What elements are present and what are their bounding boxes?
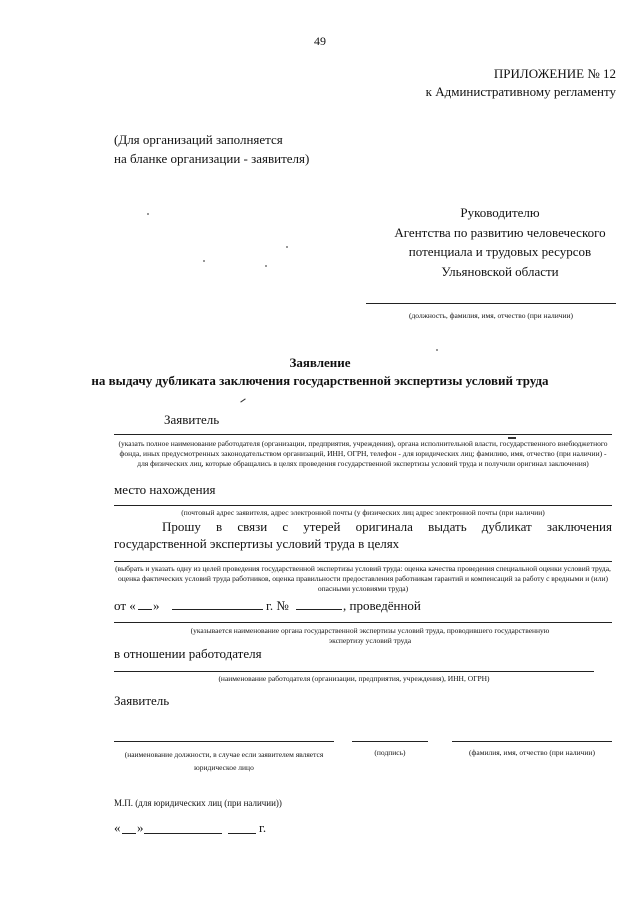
authority-field-line[interactable] <box>114 622 612 623</box>
addressee-line4: Ульяновской области <box>441 263 559 279</box>
purpose-hint: (выбрать и указать одну из целей проведения государственной экспертизы условий труда: оценка качества проведения специальной оценки условий труда, оценка фактических условий труда работников, оценка правильности предоставления работникам гарантий и компенсаций за работу с вредными и (или) опасными условиями труда) <box>115 564 611 593</box>
from-year-no: г. № <box>266 598 289 613</box>
signature-field-line[interactable] <box>352 741 428 742</box>
date-day-field[interactable] <box>122 833 136 834</box>
document-title: Заявление <box>289 355 351 370</box>
from-conducted: , проведённой <box>343 598 421 613</box>
applicant-field-line[interactable] <box>114 434 612 435</box>
location-hint: (почтовый адрес заявителя, адрес электронной почты (у физических лиц адрес электронной почты (при наличии) <box>181 508 545 517</box>
name-field-line[interactable] <box>452 741 612 742</box>
request-line2: государственной экспертизы условий труда в целях <box>114 536 400 551</box>
signature-hint: (подпись) <box>374 748 406 757</box>
org-note-line2: на бланке организации - заявителя) <box>114 151 310 166</box>
scan-speck <box>265 265 267 267</box>
scan-speck <box>286 246 288 248</box>
addressee-line2: Агентства по развитию человеческого <box>394 224 606 240</box>
request-line1: Прошу в связи с утерей оригинала выдать дубликат заключения <box>162 519 612 534</box>
from-quote-close: » <box>153 598 160 613</box>
scan-speck <box>203 260 205 262</box>
addressee-block <box>360 203 640 281</box>
applicant-hint: (указать полное наименование работодателя (организации, предприятия, учреждения), органа исполнительной власти, государственного внебюджетного фонда, иных предусмотренных законодательством организаций, ИНН, ОГРН, телефон - для юридических лиц; фамилию, имя, отчество (при наличии) - для физических лиц, которые обращались в целях проведения государственной экспертизы условий труда и получили оригинал заключения) <box>118 439 608 468</box>
scan-mark <box>508 437 516 439</box>
appendix-title: ПРИЛОЖЕНИЕ № 12 <box>493 66 616 81</box>
date-month-field[interactable] <box>144 833 222 834</box>
location-label: место нахождения <box>114 482 216 497</box>
from-number-field[interactable] <box>296 609 342 610</box>
position-hint: (наименование должности, в случае если заявителем является юридическое лицо <box>124 750 324 772</box>
location-field-line[interactable] <box>114 505 612 506</box>
org-note <box>114 130 309 168</box>
employer-hint: (наименование работодателя (организации, предприятия, учреждения), ИНН, ОГРН) <box>218 674 490 683</box>
date-year-suffix: г. <box>259 820 267 835</box>
from-prefix: от « <box>114 598 136 613</box>
appendix-subtitle: к Административному регламенту <box>425 84 616 99</box>
authority-hint: (указывается наименование органа государственной экспертизы условий труда, проводившего государственную экспертизу условий труда <box>190 626 550 645</box>
date-year-field[interactable] <box>228 833 256 834</box>
appendix-block <box>426 66 616 100</box>
addressee-line1: Руководителю <box>460 205 540 220</box>
scan-speck <box>436 349 438 351</box>
date-open: « <box>114 820 121 835</box>
scan-mark <box>240 398 245 402</box>
from-day-field[interactable] <box>138 609 152 610</box>
from-month-field[interactable] <box>172 609 263 610</box>
applicant-label: Заявитель <box>164 412 220 427</box>
addressee-line3: потенциала и трудовых ресурсов <box>408 244 592 259</box>
employer-label: в отношении работодателя <box>114 646 262 661</box>
date-close: » <box>137 820 144 835</box>
addressee-field-line[interactable] <box>366 303 616 304</box>
signature-label: Заявитель <box>114 693 170 708</box>
employer-field-line[interactable] <box>114 671 594 672</box>
page-number: 49 <box>314 34 326 48</box>
position-field-line[interactable] <box>114 741 334 742</box>
addressee-hint: (должность, фамилия, имя, отчество (при наличии) <box>408 311 574 320</box>
stamp-note: М.П. (для юридических лиц (при наличии)) <box>114 798 282 808</box>
org-note-line1: (Для организаций заполняется <box>114 132 283 147</box>
name-hint: (фамилия, имя, отчество (при наличии) <box>469 748 595 757</box>
scan-speck <box>147 213 149 215</box>
document-subtitle: на выдачу дубликата заключения государственной экспертизы условий труда <box>91 373 549 388</box>
purpose-field-line[interactable] <box>114 561 612 562</box>
